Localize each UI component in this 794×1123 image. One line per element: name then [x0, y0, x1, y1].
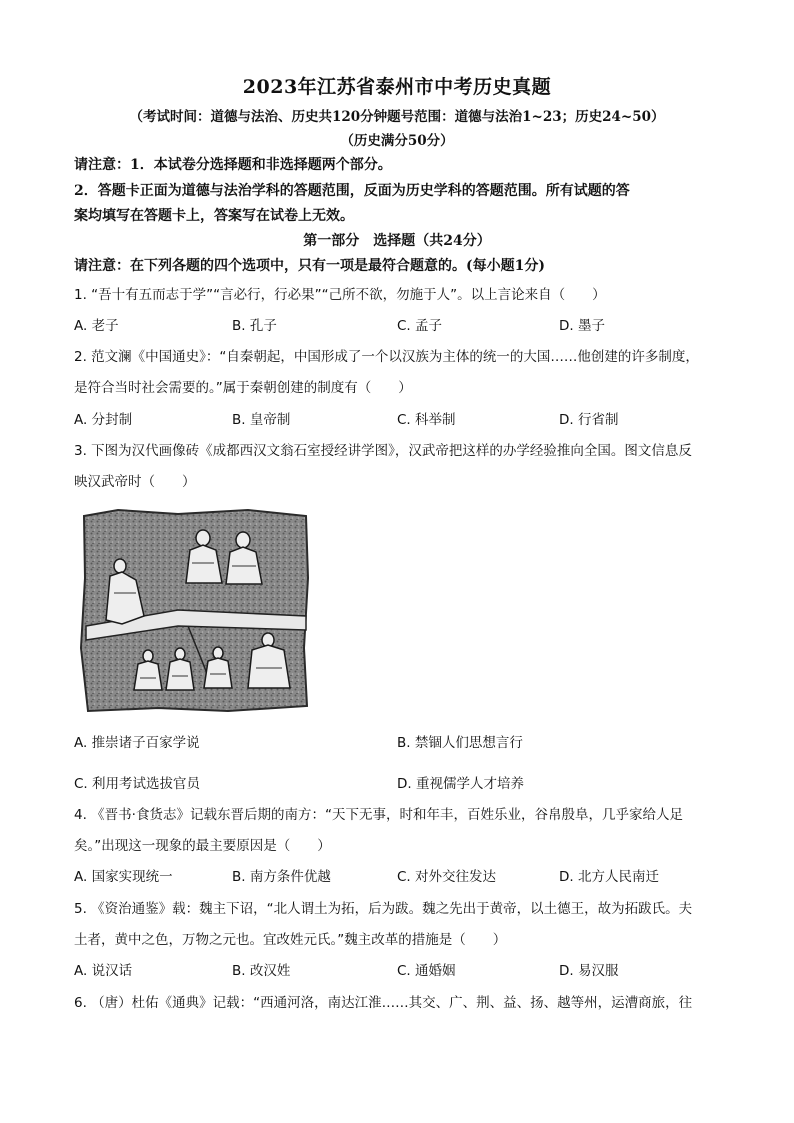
question-2-option-b: B. 皇帝制	[232, 412, 291, 428]
page-title: 2023年江苏省泰州市中考历史真题	[242, 76, 552, 98]
question-5-option-a: A. 说汉话	[74, 963, 133, 979]
score-info: （历史满分50分）	[340, 133, 454, 149]
section-instruction: 请注意：在下列各题的四个选项中，只有一项是最符合题意的。(每小题1分)	[74, 258, 545, 274]
question-4-option-b: B. 南方条件优越	[232, 869, 331, 885]
question-4-option-c: C. 对外交往发达	[397, 869, 497, 885]
question-6-stem-line-1: 6. （唐）杜佑《通典》记载：“西通河洛，南达江淮……其交、广、荆、益、扬、越等州，运漕商旅，往	[74, 995, 693, 1011]
question-5-stem-line-2: 土者，黄中之色，万物之元也。宜改姓元氏。”魏主改革的措施是（ ）	[74, 932, 507, 948]
question-4-option-a: A. 国家实现统一	[74, 869, 173, 885]
question-3-option-c: C. 利用考试选拔官员	[74, 776, 201, 792]
question-2-option-c: C. 科举制	[397, 412, 456, 428]
notice-line-3: 案均填写在答题卡上，答案写在试卷上无效。	[74, 208, 354, 224]
question-1-stem: 1. “吾十有五而志于学”“言必行，行必果”“己所不欲，勿施于人”。以上言论来自（ ）	[74, 287, 606, 303]
han-stone-relief-image	[78, 508, 310, 713]
question-4-stem-line-2: 矣。”出现这一现象的最主要原因是（ ）	[74, 838, 331, 854]
question-2-option-a: A. 分封制	[74, 412, 133, 428]
question-3-stem-line-2: 映汉武帝时（ ）	[74, 474, 196, 490]
question-3-option-a: A. 推崇诸子百家学说	[74, 735, 200, 751]
question-1-option-a: A. 老子	[74, 318, 119, 334]
question-3-stem-line-1: 3. 下图为汉代画像砖《成都西汉文翁石室授经讲学图》，汉武帝把这样的办学经验推向全国。图文信息反	[74, 443, 692, 459]
question-5-option-b: B. 改汉姓	[232, 963, 291, 979]
question-1-option-b: B. 孔子	[232, 318, 277, 334]
question-1-option-d: D. 墨子	[559, 318, 605, 334]
question-3-option-d: D. 重视儒学人才培养	[397, 776, 524, 792]
question-4-stem-line-1: 4. 《晋书·食货志》记载东晋后期的南方：“天下无事，时和年丰，百姓乐业，谷帛殷阜，几乎家给人足	[74, 807, 683, 823]
question-5-stem-line-1: 5. 《资治通鉴》载：魏主下诏，“北人谓土为拓，后为跋。魏之先出于黄帝，以土德王，故为拓跋氏。夫	[74, 901, 693, 917]
question-2-stem-line-1: 2. 范文澜《中国通史》：“自秦朝起，中国形成了一个以汉族为主体的统一的大国……他创建的许多制度，	[74, 349, 699, 365]
question-5-option-d: D. 易汉服	[559, 963, 619, 979]
question-2-stem-line-2: 是符合当时社会需要的。”属于秦朝创建的制度有（ ）	[74, 380, 412, 396]
question-5-option-c: C. 通婚姻	[397, 963, 456, 979]
question-2-option-d: D. 行省制	[559, 412, 619, 428]
notice-line-2: 2．答题卡正面为道德与法治学科的答题范围，反面为历史学科的答题范围。所有试题的答	[74, 183, 630, 199]
question-3-option-b: B. 禁锢人们思想言行	[397, 735, 523, 751]
exam-info: （考试时间：道德与法治、历史共120分钟题号范围：道德与法治1~23；历史24~50）	[129, 109, 665, 125]
section-heading: 第一部分 选择题（共24分）	[303, 233, 491, 249]
question-4-option-d: D. 北方人民南迁	[559, 869, 659, 885]
notice-line-1: 请注意：1．本试卷分选择题和非选择题两个部分。	[74, 157, 392, 173]
question-1-option-c: C. 孟子	[397, 318, 443, 334]
